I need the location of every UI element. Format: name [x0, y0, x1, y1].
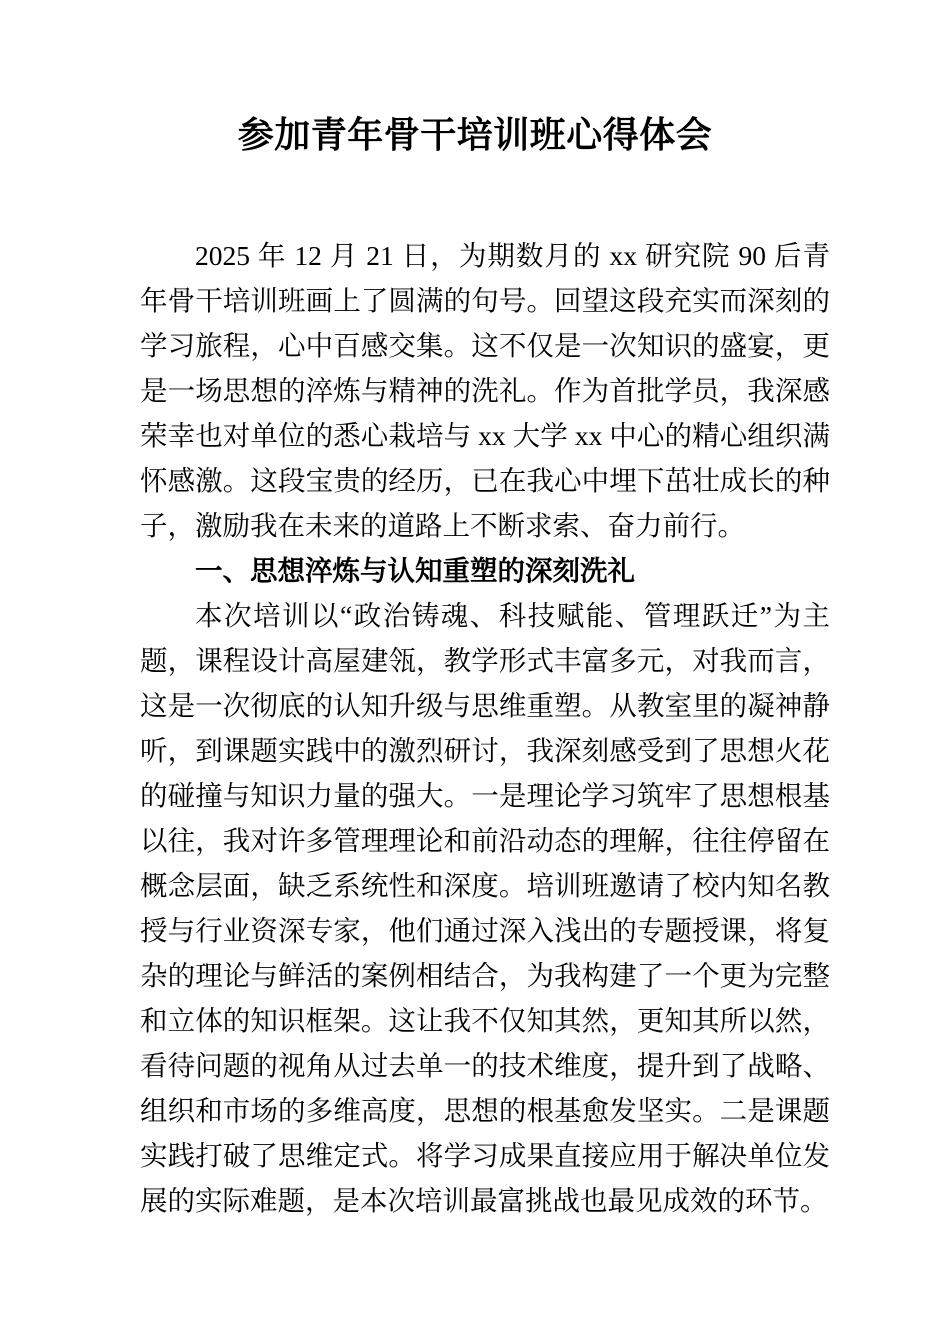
paragraph-intro: 2025 年 12 月 21 日，为期数月的 xx 研究院 90 后青年骨干培训班画上了圆满的句号。回望这段充实而深刻的学习旅程，心中百感交集。这不仅是一次知识的盛宴，更是一场思想的淬炼与精神的洗礼。作为首批学员，我深感荣幸也对单位的悉心栽培与 xx 大学 xx 中心的精心组织满怀感激。这段宝贵的经历，已在我心中埋下茁壮成长的种子，激励我在未来的道路上不断求索、奋力前行。: [140, 240, 830, 541]
document-title: 参加青年骨干培训班心得体会: [237, 115, 713, 155]
section-heading-1: 一、思想淬炼与认知重塑的深刻洗礼: [195, 555, 635, 586]
paragraph-section-1: 本次培训以“政治铸魂、科技赋能、管理跃迁”为主题，课程设计高屋建瓴，教学形式丰富多元，对我而言，这是一次彻底的认知升级与思维重塑。从教室里的凝神静听，到课题实践中的激烈研讨，我深刻感受到了思想火花的碰撞与知识力量的强大。一是理论学习筑牢了思想根基以往，我对许多管理理论和前沿动态的理解，往往停留在概念层面，缺乏系统性和深度。培训班邀请了校内知名教授与行业资深专家，他们通过深入浅出的专题授课，将复杂的理论与鲜活的案例相结合，为我构建了一个更为完整和立体的知识框架。这让我不仅知其然，更知其所以然，看待问题的视角从过去单一的技术维度，提升到了战略、组织和市场的多维高度，思想的根基愈发坚实。二是课题实践打破了思维定式。将学习成果直接应用于解决单位发展的实际难题，是本次培训最富挑战也最见成效的环节。: [140, 600, 830, 1216]
